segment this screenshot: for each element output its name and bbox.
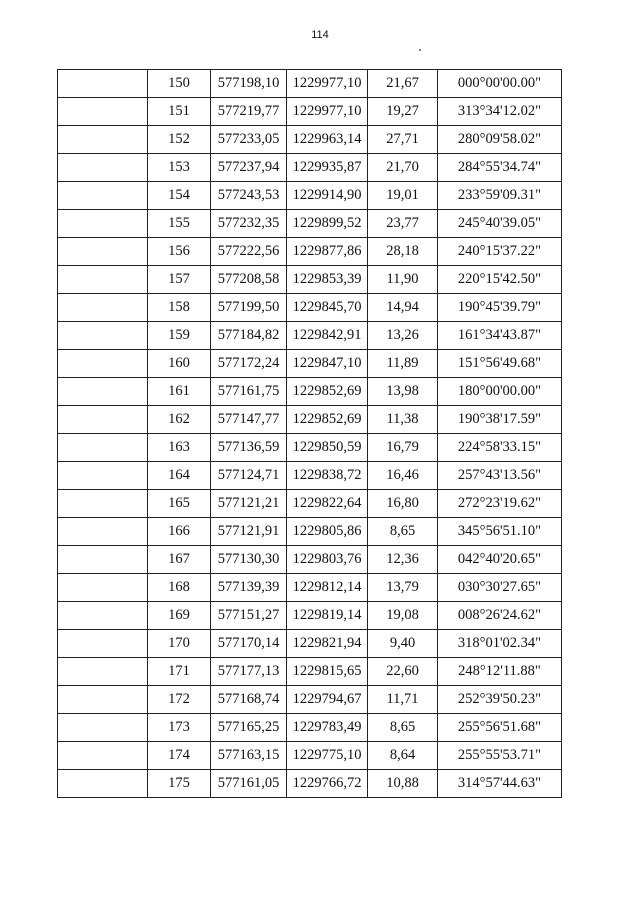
bearing-angle-cell: 042°40'20.65" [438, 546, 562, 574]
y-coordinate-cell: 1229842,91 [287, 322, 368, 350]
bearing-angle-cell: 314°57'44.63" [438, 770, 562, 798]
bearing-angle-cell: 224°58'33.15" [438, 434, 562, 462]
blank-cell [58, 350, 148, 378]
bearing-angle-cell: 313°34'12.02" [438, 98, 562, 126]
bearing-angle-cell: 220°15'42.50" [438, 266, 562, 294]
y-coordinate-cell: 1229815,65 [287, 658, 368, 686]
blank-cell [58, 546, 148, 574]
point-number-cell: 154 [148, 182, 211, 210]
x-coordinate-cell: 577136,59 [211, 434, 287, 462]
distance-cell: 28,18 [368, 238, 438, 266]
table-row [58, 714, 562, 742]
distance-cell: 19,01 [368, 182, 438, 210]
x-coordinate-cell: 577219,77 [211, 98, 287, 126]
table-row [58, 294, 562, 322]
blank-cell [58, 406, 148, 434]
distance-cell: 13,79 [368, 574, 438, 602]
blank-cell [58, 266, 148, 294]
scan-speck [419, 49, 421, 51]
x-coordinate-cell: 577177,13 [211, 658, 287, 686]
table-row [58, 98, 562, 126]
coordinates-table-body [58, 70, 562, 798]
point-number-cell: 159 [148, 322, 211, 350]
y-coordinate-cell: 1229935,87 [287, 154, 368, 182]
blank-cell [58, 462, 148, 490]
x-coordinate-cell: 577130,30 [211, 546, 287, 574]
x-coordinate-cell: 577124,71 [211, 462, 287, 490]
point-number-cell: 158 [148, 294, 211, 322]
blank-cell [58, 126, 148, 154]
table-row [58, 182, 562, 210]
blank-cell [58, 70, 148, 98]
point-number-cell: 156 [148, 238, 211, 266]
distance-cell: 13,26 [368, 322, 438, 350]
x-coordinate-cell: 577147,77 [211, 406, 287, 434]
bearing-angle-cell: 248°12'11.88" [438, 658, 562, 686]
x-coordinate-cell: 577198,10 [211, 70, 287, 98]
y-coordinate-cell: 1229977,10 [287, 98, 368, 126]
table-row [58, 686, 562, 714]
y-coordinate-cell: 1229794,67 [287, 686, 368, 714]
y-coordinate-cell: 1229783,49 [287, 714, 368, 742]
blank-cell [58, 238, 148, 266]
x-coordinate-cell: 577184,82 [211, 322, 287, 350]
point-number-cell: 150 [148, 70, 211, 98]
table-row [58, 406, 562, 434]
distance-cell: 8,65 [368, 518, 438, 546]
distance-cell: 11,90 [368, 266, 438, 294]
x-coordinate-cell: 577168,74 [211, 686, 287, 714]
distance-cell: 8,65 [368, 714, 438, 742]
point-number-cell: 153 [148, 154, 211, 182]
point-number-cell: 160 [148, 350, 211, 378]
coordinates-table [57, 69, 562, 798]
x-coordinate-cell: 577172,24 [211, 350, 287, 378]
distance-cell: 11,71 [368, 686, 438, 714]
bearing-angle-cell: 272°23'19.62" [438, 490, 562, 518]
blank-cell [58, 714, 148, 742]
table-row [58, 126, 562, 154]
distance-cell: 14,94 [368, 294, 438, 322]
distance-cell: 27,71 [368, 126, 438, 154]
bearing-angle-cell: 190°45'39.79" [438, 294, 562, 322]
y-coordinate-cell: 1229803,76 [287, 546, 368, 574]
table-row [58, 238, 562, 266]
point-number-cell: 152 [148, 126, 211, 154]
y-coordinate-cell: 1229899,52 [287, 210, 368, 238]
x-coordinate-cell: 577139,39 [211, 574, 287, 602]
x-coordinate-cell: 577222,56 [211, 238, 287, 266]
table-row [58, 210, 562, 238]
x-coordinate-cell: 577208,58 [211, 266, 287, 294]
y-coordinate-cell: 1229838,72 [287, 462, 368, 490]
y-coordinate-cell: 1229852,69 [287, 406, 368, 434]
distance-cell: 8,64 [368, 742, 438, 770]
bearing-angle-cell: 255°55'53.71" [438, 742, 562, 770]
table-row [58, 602, 562, 630]
distance-cell: 16,80 [368, 490, 438, 518]
distance-cell: 13,98 [368, 378, 438, 406]
distance-cell: 19,08 [368, 602, 438, 630]
distance-cell: 11,38 [368, 406, 438, 434]
blank-cell [58, 602, 148, 630]
y-coordinate-cell: 1229805,86 [287, 518, 368, 546]
table-row [58, 462, 562, 490]
bearing-angle-cell: 008°26'24.62" [438, 602, 562, 630]
distance-cell: 12,36 [368, 546, 438, 574]
bearing-angle-cell: 318°01'02.34" [438, 630, 562, 658]
y-coordinate-cell: 1229850,59 [287, 434, 368, 462]
bearing-angle-cell: 284°55'34.74" [438, 154, 562, 182]
blank-cell [58, 490, 148, 518]
bearing-angle-cell: 180°00'00.00" [438, 378, 562, 406]
distance-cell: 16,79 [368, 434, 438, 462]
x-coordinate-cell: 577170,14 [211, 630, 287, 658]
table-row [58, 658, 562, 686]
blank-cell [58, 574, 148, 602]
point-number-cell: 151 [148, 98, 211, 126]
blank-cell [58, 182, 148, 210]
y-coordinate-cell: 1229977,10 [287, 70, 368, 98]
table-row [58, 490, 562, 518]
table-row [58, 154, 562, 182]
y-coordinate-cell: 1229766,72 [287, 770, 368, 798]
point-number-cell: 167 [148, 546, 211, 574]
blank-cell [58, 378, 148, 406]
x-coordinate-cell: 577199,50 [211, 294, 287, 322]
blank-cell [58, 434, 148, 462]
table-row [58, 322, 562, 350]
blank-cell [58, 98, 148, 126]
table-row [58, 770, 562, 798]
blank-cell [58, 154, 148, 182]
x-coordinate-cell: 577232,35 [211, 210, 287, 238]
y-coordinate-cell: 1229852,69 [287, 378, 368, 406]
x-coordinate-cell: 577161,05 [211, 770, 287, 798]
table-row [58, 350, 562, 378]
bearing-angle-cell: 161°34'43.87" [438, 322, 562, 350]
y-coordinate-cell: 1229775,10 [287, 742, 368, 770]
point-number-cell: 157 [148, 266, 211, 294]
x-coordinate-cell: 577237,94 [211, 154, 287, 182]
y-coordinate-cell: 1229914,90 [287, 182, 368, 210]
distance-cell: 10,88 [368, 770, 438, 798]
point-number-cell: 175 [148, 770, 211, 798]
distance-cell: 21,67 [368, 70, 438, 98]
blank-cell [58, 322, 148, 350]
bearing-angle-cell: 257°43'13.56" [438, 462, 562, 490]
y-coordinate-cell: 1229963,14 [287, 126, 368, 154]
x-coordinate-cell: 577165,25 [211, 714, 287, 742]
bearing-angle-cell: 245°40'39.05" [438, 210, 562, 238]
x-coordinate-cell: 577121,21 [211, 490, 287, 518]
bearing-angle-cell: 252°39'50.23" [438, 686, 562, 714]
distance-cell: 9,40 [368, 630, 438, 658]
distance-cell: 16,46 [368, 462, 438, 490]
table-row [58, 546, 562, 574]
blank-cell [58, 630, 148, 658]
page-number: 114 [311, 29, 329, 41]
table-row [58, 742, 562, 770]
table-row [58, 434, 562, 462]
point-number-cell: 155 [148, 210, 211, 238]
table-row [58, 378, 562, 406]
blank-cell [58, 770, 148, 798]
bearing-angle-cell: 151°56'49.68" [438, 350, 562, 378]
y-coordinate-cell: 1229819,14 [287, 602, 368, 630]
bearing-angle-cell: 233°59'09.31" [438, 182, 562, 210]
y-coordinate-cell: 1229822,64 [287, 490, 368, 518]
bearing-angle-cell: 190°38'17.59" [438, 406, 562, 434]
distance-cell: 23,77 [368, 210, 438, 238]
x-coordinate-cell: 577163,15 [211, 742, 287, 770]
table-row [58, 266, 562, 294]
table-row [58, 574, 562, 602]
table-row [58, 630, 562, 658]
point-number-cell: 163 [148, 434, 211, 462]
point-number-cell: 171 [148, 658, 211, 686]
point-number-cell: 170 [148, 630, 211, 658]
y-coordinate-cell: 1229845,70 [287, 294, 368, 322]
distance-cell: 11,89 [368, 350, 438, 378]
blank-cell [58, 742, 148, 770]
x-coordinate-cell: 577121,91 [211, 518, 287, 546]
point-number-cell: 165 [148, 490, 211, 518]
point-number-cell: 169 [148, 602, 211, 630]
x-coordinate-cell: 577243,53 [211, 182, 287, 210]
y-coordinate-cell: 1229847,10 [287, 350, 368, 378]
blank-cell [58, 294, 148, 322]
blank-cell [58, 658, 148, 686]
blank-cell [58, 210, 148, 238]
bearing-angle-cell: 280°09'58.02" [438, 126, 562, 154]
bearing-angle-cell: 000°00'00.00" [438, 70, 562, 98]
bearing-angle-cell: 255°56'51.68" [438, 714, 562, 742]
table-row [58, 518, 562, 546]
blank-cell [58, 686, 148, 714]
distance-cell: 19,27 [368, 98, 438, 126]
distance-cell: 21,70 [368, 154, 438, 182]
point-number-cell: 174 [148, 742, 211, 770]
y-coordinate-cell: 1229821,94 [287, 630, 368, 658]
bearing-angle-cell: 030°30'27.65" [438, 574, 562, 602]
bearing-angle-cell: 240°15'37.22" [438, 238, 562, 266]
y-coordinate-cell: 1229812,14 [287, 574, 368, 602]
point-number-cell: 162 [148, 406, 211, 434]
y-coordinate-cell: 1229853,39 [287, 266, 368, 294]
bearing-angle-cell: 345°56'51.10" [438, 518, 562, 546]
point-number-cell: 172 [148, 686, 211, 714]
x-coordinate-cell: 577151,27 [211, 602, 287, 630]
x-coordinate-cell: 577161,75 [211, 378, 287, 406]
table-row [58, 70, 562, 98]
x-coordinate-cell: 577233,05 [211, 126, 287, 154]
y-coordinate-cell: 1229877,86 [287, 238, 368, 266]
point-number-cell: 168 [148, 574, 211, 602]
point-number-cell: 164 [148, 462, 211, 490]
blank-cell [58, 518, 148, 546]
point-number-cell: 166 [148, 518, 211, 546]
point-number-cell: 161 [148, 378, 211, 406]
point-number-cell: 173 [148, 714, 211, 742]
distance-cell: 22,60 [368, 658, 438, 686]
